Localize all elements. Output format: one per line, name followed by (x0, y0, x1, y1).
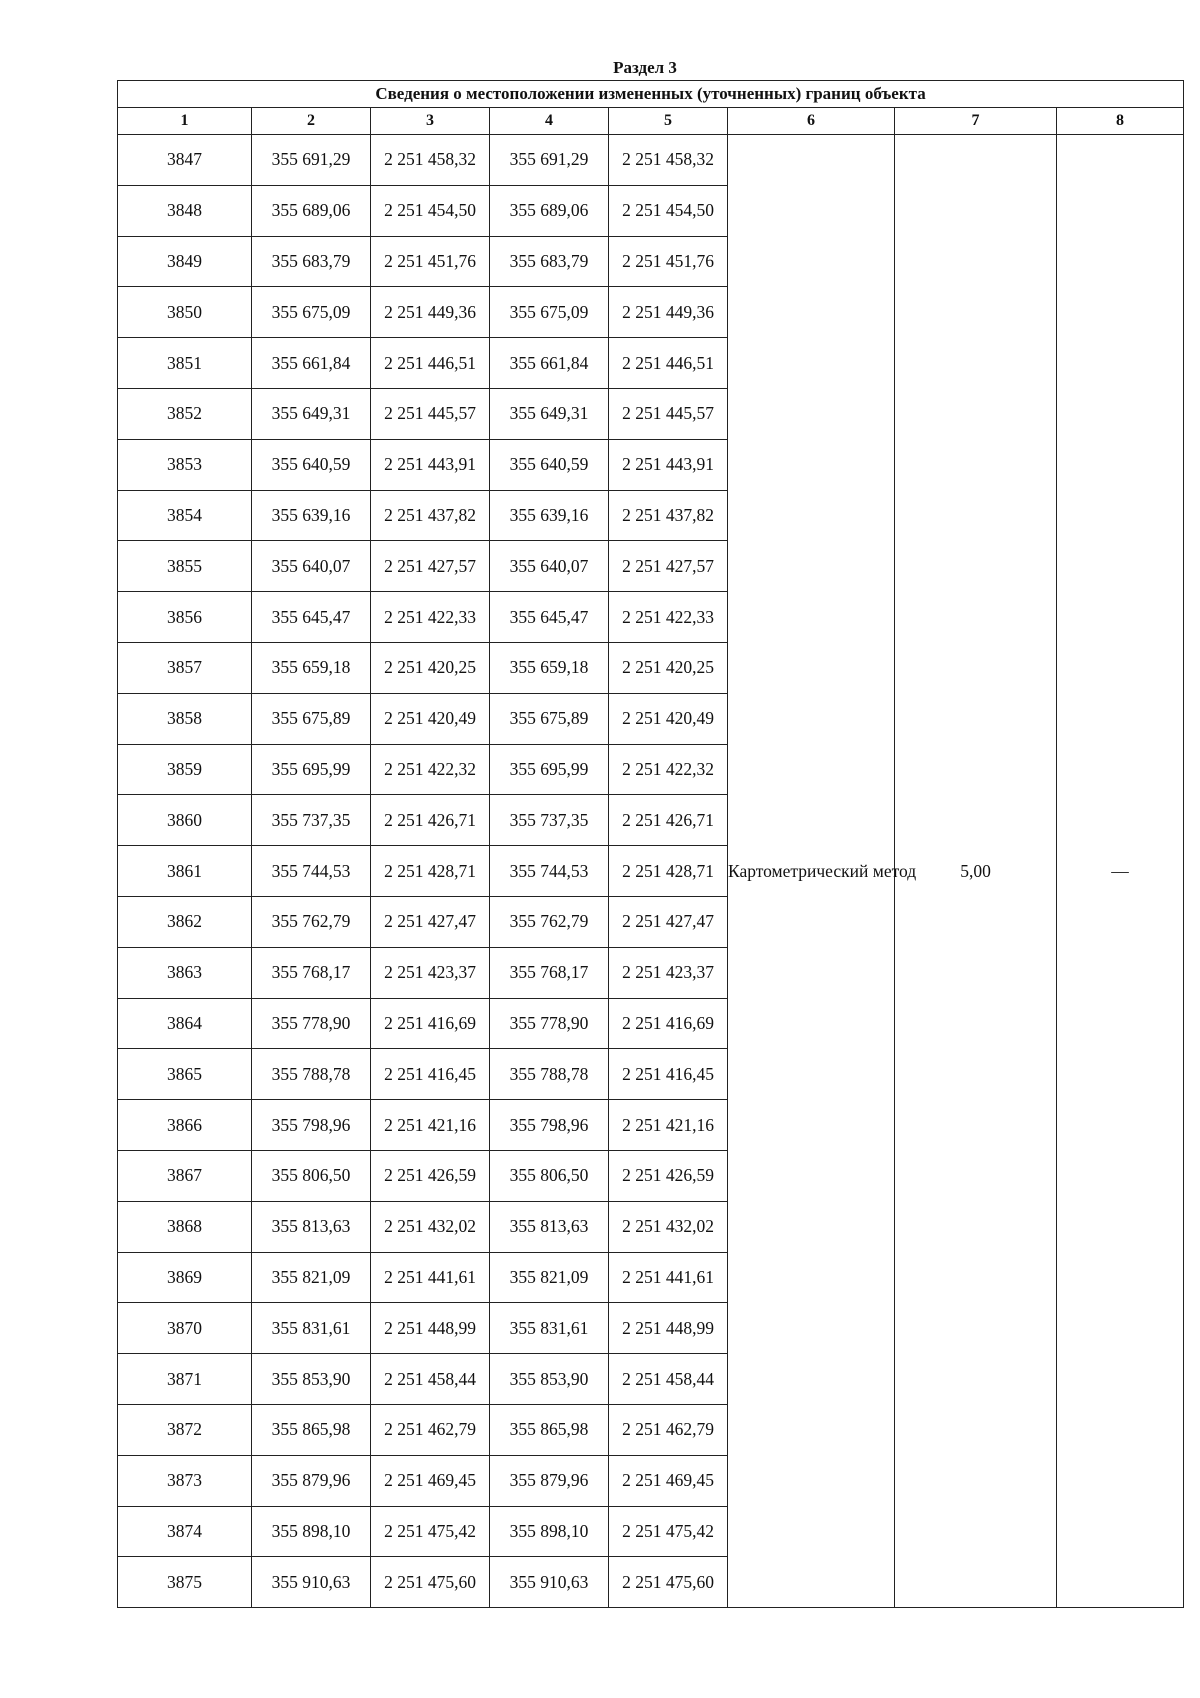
x-coordinate-refined: 355 737,35 (490, 795, 609, 846)
point-number: 3854 (118, 490, 252, 541)
x-coordinate-refined: 355 645,47 (490, 592, 609, 643)
point-number: 3860 (118, 795, 252, 846)
x-coordinate-refined: 355 659,18 (490, 642, 609, 693)
coordinates-table (117, 80, 1184, 1608)
x-coordinate-refined: 355 661,84 (490, 338, 609, 389)
x-coordinate-existing: 355 865,98 (252, 1404, 371, 1455)
y-coordinate-existing: 2 251 422,32 (371, 744, 490, 795)
y-coordinate-existing: 2 251 451,76 (371, 236, 490, 287)
x-coordinate-existing: 355 821,09 (252, 1252, 371, 1303)
y-coordinate-refined: 2 251 469,45 (609, 1455, 728, 1506)
column-8-cell: — (1057, 135, 1184, 1608)
point-number: 3848 (118, 185, 252, 236)
x-coordinate-refined: 355 744,53 (490, 846, 609, 897)
x-coordinate-refined: 355 831,61 (490, 1303, 609, 1354)
x-coordinate-refined: 355 675,09 (490, 287, 609, 338)
y-coordinate-existing: 2 251 428,71 (371, 846, 490, 897)
y-coordinate-refined: 2 251 426,59 (609, 1150, 728, 1201)
y-coordinate-refined: 2 251 422,33 (609, 592, 728, 643)
y-coordinate-existing: 2 251 454,50 (371, 185, 490, 236)
x-coordinate-refined: 355 821,09 (490, 1252, 609, 1303)
method-cell: Картометрический метод (728, 135, 895, 1608)
x-coordinate-existing: 355 806,50 (252, 1150, 371, 1201)
x-coordinate-existing: 355 640,59 (252, 439, 371, 490)
y-coordinate-refined: 2 251 437,82 (609, 490, 728, 541)
y-coordinate-existing: 2 251 427,57 (371, 541, 490, 592)
x-coordinate-refined: 355 768,17 (490, 947, 609, 998)
table-row (118, 135, 1184, 186)
y-coordinate-refined: 2 251 458,32 (609, 135, 728, 186)
x-coordinate-existing: 355 788,78 (252, 1049, 371, 1100)
point-number: 3857 (118, 642, 252, 693)
point-number: 3847 (118, 135, 252, 186)
y-coordinate-refined: 2 251 421,16 (609, 1100, 728, 1151)
x-coordinate-existing: 355 649,31 (252, 388, 371, 439)
x-coordinate-existing: 355 831,61 (252, 1303, 371, 1354)
x-coordinate-existing: 355 683,79 (252, 236, 371, 287)
y-coordinate-refined: 2 251 416,45 (609, 1049, 728, 1100)
y-coordinate-refined: 2 251 416,69 (609, 998, 728, 1049)
x-coordinate-existing: 355 689,06 (252, 185, 371, 236)
point-number: 3868 (118, 1201, 252, 1252)
point-number: 3873 (118, 1455, 252, 1506)
x-coordinate-existing: 355 879,96 (252, 1455, 371, 1506)
y-coordinate-existing: 2 251 446,51 (371, 338, 490, 389)
y-coordinate-refined: 2 251 443,91 (609, 439, 728, 490)
x-coordinate-refined: 355 879,96 (490, 1455, 609, 1506)
column-number: 1 (118, 108, 252, 135)
x-coordinate-refined: 355 865,98 (490, 1404, 609, 1455)
section-title: Раздел 3 (613, 58, 677, 77)
point-number: 3855 (118, 541, 252, 592)
y-coordinate-existing: 2 251 475,42 (371, 1506, 490, 1557)
y-coordinate-refined: 2 251 449,36 (609, 287, 728, 338)
x-coordinate-existing: 355 853,90 (252, 1354, 371, 1405)
x-coordinate-refined: 355 683,79 (490, 236, 609, 287)
x-coordinate-existing: 355 744,53 (252, 846, 371, 897)
y-coordinate-refined: 2 251 427,57 (609, 541, 728, 592)
y-coordinate-refined: 2 251 420,49 (609, 693, 728, 744)
point-number: 3872 (118, 1404, 252, 1455)
x-coordinate-existing: 355 659,18 (252, 642, 371, 693)
x-coordinate-refined: 355 813,63 (490, 1201, 609, 1252)
point-number: 3871 (118, 1354, 252, 1405)
y-coordinate-refined: 2 251 420,25 (609, 642, 728, 693)
x-coordinate-existing: 355 762,79 (252, 896, 371, 947)
y-coordinate-existing: 2 251 423,37 (371, 947, 490, 998)
point-number: 3858 (118, 693, 252, 744)
x-coordinate-existing: 355 768,17 (252, 947, 371, 998)
point-number: 3865 (118, 1049, 252, 1100)
column-number: 6 (728, 108, 895, 135)
y-coordinate-existing: 2 251 426,59 (371, 1150, 490, 1201)
accuracy-cell: 5,00 (895, 135, 1057, 1608)
y-coordinate-refined: 2 251 428,71 (609, 846, 728, 897)
y-coordinate-existing: 2 251 422,33 (371, 592, 490, 643)
y-coordinate-existing: 2 251 416,45 (371, 1049, 490, 1100)
point-number: 3856 (118, 592, 252, 643)
y-coordinate-existing: 2 251 416,69 (371, 998, 490, 1049)
x-coordinate-existing: 355 691,29 (252, 135, 371, 186)
table-caption: Сведения о местоположении измененных (уточненных) границ объекта (118, 81, 1184, 108)
x-coordinate-existing: 355 813,63 (252, 1201, 371, 1252)
y-coordinate-existing: 2 251 462,79 (371, 1404, 490, 1455)
y-coordinate-existing: 2 251 458,44 (371, 1354, 490, 1405)
column-number: 5 (609, 108, 728, 135)
y-coordinate-existing: 2 251 449,36 (371, 287, 490, 338)
column-number: 3 (371, 108, 490, 135)
y-coordinate-refined: 2 251 432,02 (609, 1201, 728, 1252)
point-number: 3874 (118, 1506, 252, 1557)
x-coordinate-refined: 355 898,10 (490, 1506, 609, 1557)
point-number: 3875 (118, 1557, 252, 1608)
y-coordinate-existing: 2 251 475,60 (371, 1557, 490, 1608)
point-number: 3866 (118, 1100, 252, 1151)
y-coordinate-refined: 2 251 446,51 (609, 338, 728, 389)
y-coordinate-refined: 2 251 462,79 (609, 1404, 728, 1455)
point-number: 3864 (118, 998, 252, 1049)
column-number: 2 (252, 108, 371, 135)
column-number: 4 (490, 108, 609, 135)
y-coordinate-existing: 2 251 432,02 (371, 1201, 490, 1252)
x-coordinate-refined: 355 640,07 (490, 541, 609, 592)
x-coordinate-refined: 355 910,63 (490, 1557, 609, 1608)
y-coordinate-existing: 2 251 420,49 (371, 693, 490, 744)
x-coordinate-refined: 355 689,06 (490, 185, 609, 236)
x-coordinate-existing: 355 675,89 (252, 693, 371, 744)
x-coordinate-existing: 355 898,10 (252, 1506, 371, 1557)
y-coordinate-refined: 2 251 475,60 (609, 1557, 728, 1608)
x-coordinate-existing: 355 798,96 (252, 1100, 371, 1151)
x-coordinate-existing: 355 645,47 (252, 592, 371, 643)
y-coordinate-existing: 2 251 426,71 (371, 795, 490, 846)
x-coordinate-refined: 355 798,96 (490, 1100, 609, 1151)
point-number: 3853 (118, 439, 252, 490)
point-number: 3859 (118, 744, 252, 795)
y-coordinate-existing: 2 251 443,91 (371, 439, 490, 490)
y-coordinate-existing: 2 251 427,47 (371, 896, 490, 947)
x-coordinate-existing: 355 695,99 (252, 744, 371, 795)
y-coordinate-refined: 2 251 448,99 (609, 1303, 728, 1354)
y-coordinate-refined: 2 251 445,57 (609, 388, 728, 439)
y-coordinate-existing: 2 251 469,45 (371, 1455, 490, 1506)
y-coordinate-refined: 2 251 441,61 (609, 1252, 728, 1303)
point-number: 3851 (118, 338, 252, 389)
x-coordinate-refined: 355 675,89 (490, 693, 609, 744)
y-coordinate-refined: 2 251 458,44 (609, 1354, 728, 1405)
point-number: 3867 (118, 1150, 252, 1201)
x-coordinate-existing: 355 639,16 (252, 490, 371, 541)
y-coordinate-existing: 2 251 437,82 (371, 490, 490, 541)
y-coordinate-refined: 2 251 426,71 (609, 795, 728, 846)
x-coordinate-refined: 355 640,59 (490, 439, 609, 490)
y-coordinate-refined: 2 251 451,76 (609, 236, 728, 287)
x-coordinate-existing: 355 675,09 (252, 287, 371, 338)
point-number: 3850 (118, 287, 252, 338)
column-number: 8 (1057, 108, 1184, 135)
table-body (118, 135, 1184, 1608)
y-coordinate-existing: 2 251 458,32 (371, 135, 490, 186)
point-number: 3863 (118, 947, 252, 998)
column-number-row (118, 108, 1184, 135)
x-coordinate-refined: 355 778,90 (490, 998, 609, 1049)
point-number: 3862 (118, 896, 252, 947)
point-number: 3861 (118, 846, 252, 897)
x-coordinate-refined: 355 762,79 (490, 896, 609, 947)
y-coordinate-existing: 2 251 441,61 (371, 1252, 490, 1303)
x-coordinate-refined: 355 649,31 (490, 388, 609, 439)
point-number: 3849 (118, 236, 252, 287)
x-coordinate-existing: 355 640,07 (252, 541, 371, 592)
x-coordinate-existing: 355 910,63 (252, 1557, 371, 1608)
x-coordinate-refined: 355 695,99 (490, 744, 609, 795)
point-number: 3869 (118, 1252, 252, 1303)
point-number: 3870 (118, 1303, 252, 1354)
y-coordinate-refined: 2 251 422,32 (609, 744, 728, 795)
y-coordinate-existing: 2 251 445,57 (371, 388, 490, 439)
x-coordinate-existing: 355 661,84 (252, 338, 371, 389)
point-number: 3852 (118, 388, 252, 439)
x-coordinate-refined: 355 788,78 (490, 1049, 609, 1100)
y-coordinate-existing: 2 251 421,16 (371, 1100, 490, 1151)
x-coordinate-refined: 355 806,50 (490, 1150, 609, 1201)
x-coordinate-existing: 355 778,90 (252, 998, 371, 1049)
y-coordinate-existing: 2 251 448,99 (371, 1303, 490, 1354)
x-coordinate-refined: 355 853,90 (490, 1354, 609, 1405)
y-coordinate-refined: 2 251 454,50 (609, 185, 728, 236)
x-coordinate-refined: 355 691,29 (490, 135, 609, 186)
y-coordinate-refined: 2 251 475,42 (609, 1506, 728, 1557)
y-coordinate-refined: 2 251 423,37 (609, 947, 728, 998)
x-coordinate-refined: 355 639,16 (490, 490, 609, 541)
column-number: 7 (895, 108, 1057, 135)
y-coordinate-refined: 2 251 427,47 (609, 896, 728, 947)
y-coordinate-existing: 2 251 420,25 (371, 642, 490, 693)
x-coordinate-existing: 355 737,35 (252, 795, 371, 846)
